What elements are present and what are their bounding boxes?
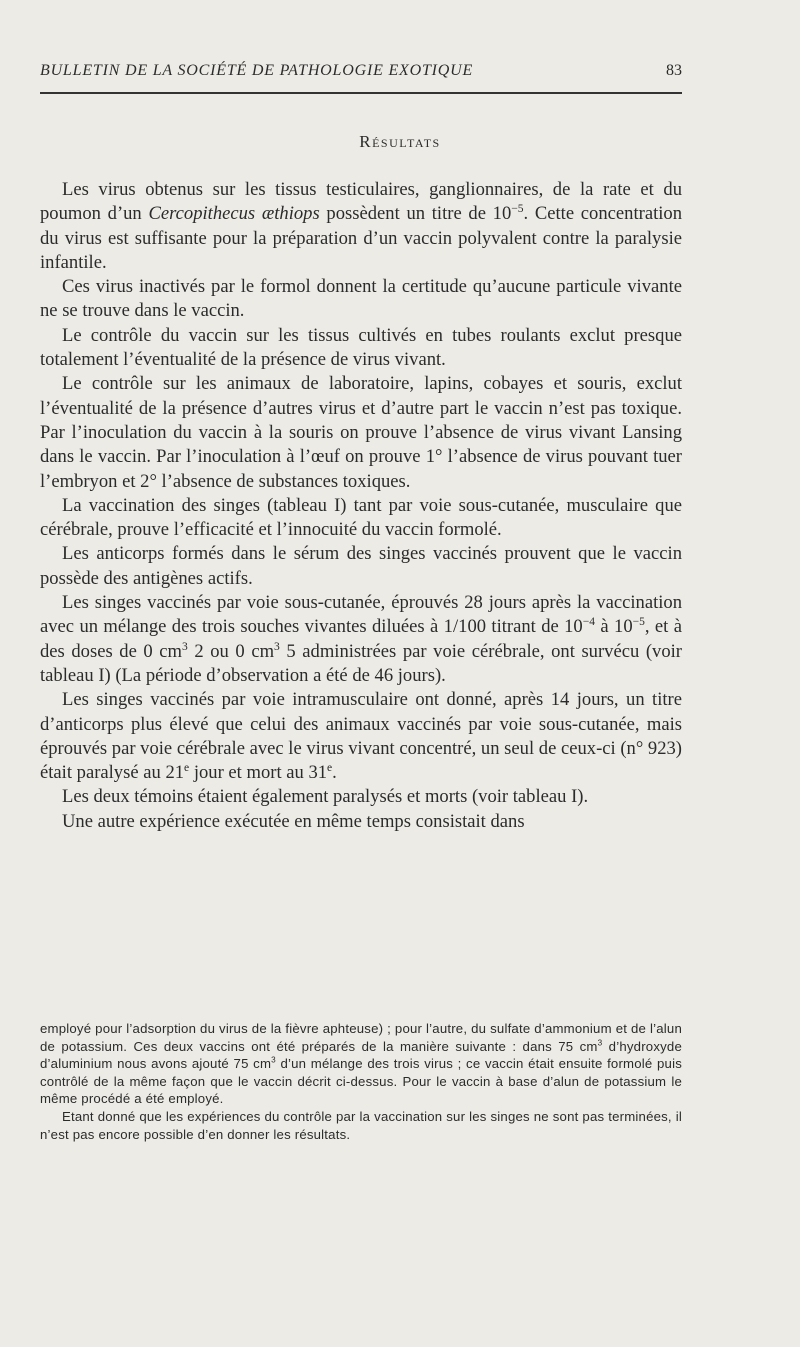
paragraph-sous-cutanee: Les singes vaccinés par voie sous-cutanée, éprouvés 28 jours après la vaccination avec un mélange des trois souches vivantes diluées à 1/100 titrant de $10^{-4}$ à $10^{-5}$, et à des doses de 0 $cm^3$ 2 ou 0 $cm^3$ 5 administrées par voie cérébrale, ont survécu (voir tableau I) (La période d’observation a été de 46 jours). [40,592,682,686]
footnote-resultats: Etant donné que les expériences du contrôle par la vaccination sur les singes ne sont pas terminées, il n’est pas encore possible d’en donner les résultats. [40,1108,682,1142]
paragraph-temoins: Les deux témoins étaient également paralysés et morts (voir tableau I). [62,786,589,808]
species-name: Cercopithecus æthiops [148,203,320,225]
main-text [40,178,682,834]
header-rule [40,92,682,94]
paragraph-vaccination-singes: La vaccination des singes (tableau I) tant par voie sous-cutanée, musculaire que cérébrale, prouve l’efficacité et l’innocuité du vaccin formolé. [40,494,682,541]
journal-title: BULLETIN DE LA SOCIÉTÉ DE PATHOLOGIE EXOTIQUE [40,62,474,79]
page-number: 83 [666,62,682,79]
paragraph-titre-virus: Les virus obtenus sur les tissus testiculaires, ganglionnaires, de la rate et du poumon d’un Cercopithecus æthiops possèdent un titre de $10^{-5}$. Cette concentration du virus est suffisante pour la préparation d’un vaccin polyvalent contre la paralysie infantile. [40,179,682,273]
paragraph-anticorps: Les anticorps formés dans le sérum des singes vaccinés prouvent que le vaccin possède des antigènes actifs. [40,543,682,589]
running-header [40,62,682,80]
paragraph-autre-experience: Une autre expérience exécutée en même temps consistait dans [62,810,525,832]
footnotes [40,1020,682,1143]
paragraph-controle-animaux: Le contrôle sur les animaux de laboratoire, lapins, cobayes et souris, exclut l’éventualité de la présence d’autres virus et d’autre part le vaccin n’est pas toxique. Par l’inoculation du vaccin à la souris on prouve l’absence de virus vivant Lansing dans le vaccin. Par l’inoculation à l’œuf on prouve 1° l’absence de virus pouvant tuer l’embryon et 2° l’absence de substances toxiques. [40,373,682,492]
section-heading: Résultats [359,132,441,151]
footnote-continuation: employé pour l’adsorption du virus de la fièvre aphteuse) ; pour l’autre, du sulfate d’ammonium et de l’alun de potassium. Ces deux vaccins ont été préparés de la manière suivante : dans 75 $cm^3$ d’hydroxyde d’aluminium nous avons ajouté 75 $cm^3$ d’un mélange des trois virus ; ce vaccin était ensuite formolé puis contrôlé de la même façon que le vaccin décrit ci-dessus. Pour le vaccin à base d’alun de potassium le même procédé a été employé. [40,1021,682,1107]
paragraph-tubes-roulants: Le contrôle du vaccin sur les tissus cultivés en tubes roulants exclut presque totalement l’éventualité de la présence de virus vivant. [40,324,682,371]
paragraph-intramusculaire: Les singes vaccinés par voie intramusculaire ont donné, après 14 jours, un titre d’anticorps plus élevé que celui des animaux vaccinés par voie sous-cutanée, mais éprouvés par voie cérébrale avec le virus vivant concentré, un seul de ceux-ci (n° 923) était paralysé au 21e jour et mort au 31e. [40,689,682,784]
paragraph-formol: Ces virus inactivés par le formol donnent la certitude qu’aucune particule vivante ne se trouve dans le vaccin. [40,276,682,322]
